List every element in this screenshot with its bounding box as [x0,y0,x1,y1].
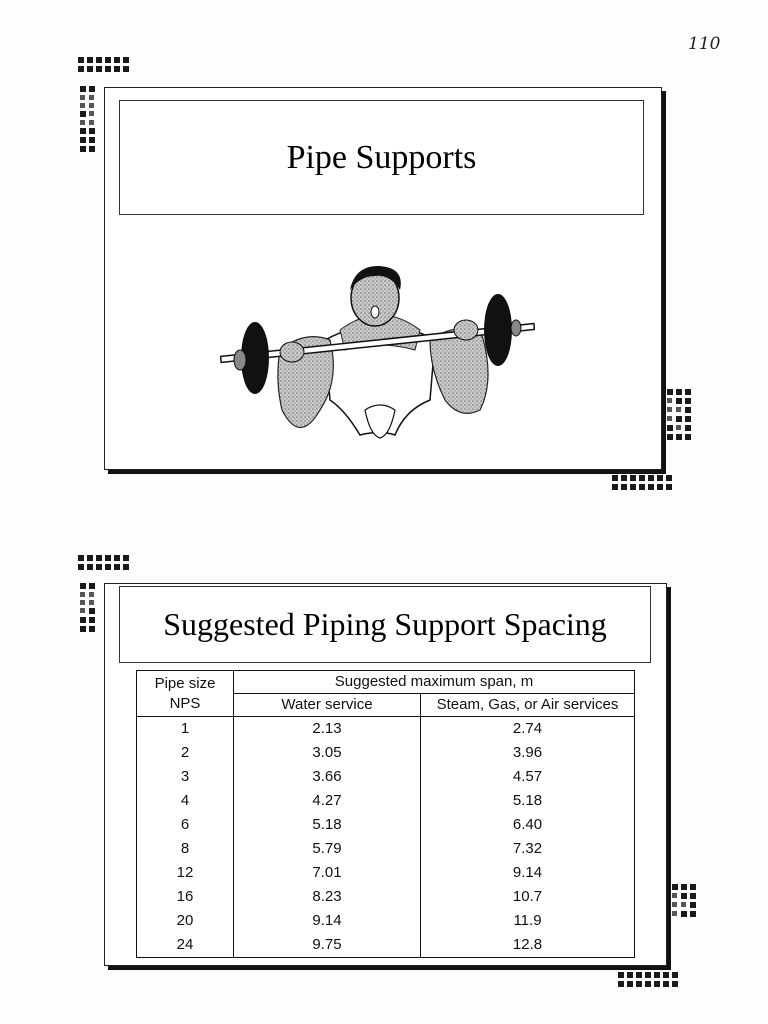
corner-dots-top-left-1 [78,57,129,72]
slide-title-box [119,586,651,663]
slide-title: Pipe Supports [286,138,477,176]
cell-water: 8.23 [234,885,421,909]
weightlifter-illustration [220,260,535,440]
cell-steam: 12.8 [421,933,635,958]
cell-water: 7.01 [234,861,421,885]
cell-nps: 4 [137,789,234,813]
header-water-service: Water service [234,694,421,717]
table-row [137,789,635,813]
cell-steam: 4.57 [421,765,635,789]
side-dots-left-1 [80,86,95,152]
table-row [137,837,635,861]
page-number: 110 [688,34,721,54]
slide-title-box [119,100,644,215]
slide-title: Suggested Piping Support Spacing [163,606,607,642]
cell-nps: 24 [137,933,234,958]
cell-steam: 9.14 [421,861,635,885]
slide-support-spacing [104,583,667,966]
cell-water: 9.75 [234,933,421,958]
corner-dots-bottom-right-1 [612,475,672,490]
side-dots-left-2 [80,583,95,632]
cell-steam: 6.40 [421,813,635,837]
table-row [137,813,635,837]
cell-nps: 6 [137,813,234,837]
header-suggested-span: Suggested maximum span, m [234,671,635,694]
header-pipe-size-line1: Pipe size [154,674,216,692]
cell-nps: 12 [137,861,234,885]
cell-nps: 8 [137,837,234,861]
cell-water: 5.79 [234,837,421,861]
corner-dots-top-left-2 [78,555,129,570]
table-row [137,765,635,789]
side-dots-right-1 [667,389,691,440]
cell-steam: 11.9 [421,909,635,933]
cell-water: 3.05 [234,741,421,765]
cell-steam: 7.32 [421,837,635,861]
support-spacing-table [136,670,635,958]
table-row [137,861,635,885]
cell-steam: 2.74 [421,717,635,742]
cell-steam: 3.96 [421,741,635,765]
cell-nps: 16 [137,885,234,909]
table-row [137,717,635,742]
cell-nps: 20 [137,909,234,933]
cell-water: 4.27 [234,789,421,813]
header-pipe-size [137,671,234,717]
cell-steam: 5.18 [421,789,635,813]
header-pipe-size-line2: NPS [169,694,201,712]
header-steam-gas-air: Steam, Gas, or Air services [421,694,635,717]
cell-water: 2.13 [234,717,421,742]
cell-nps: 3 [137,765,234,789]
cell-water: 9.14 [234,909,421,933]
table-row [137,909,635,933]
cell-water: 5.18 [234,813,421,837]
cell-water: 3.66 [234,765,421,789]
cell-steam: 10.7 [421,885,635,909]
cell-nps: 2 [137,741,234,765]
corner-dots-bottom-right-2 [618,972,678,987]
slide-pipe-supports [104,87,662,470]
table-row [137,741,635,765]
table-row [137,885,635,909]
side-dots-right-2 [672,884,696,917]
table-row [137,933,635,958]
cell-nps: 1 [137,717,234,742]
